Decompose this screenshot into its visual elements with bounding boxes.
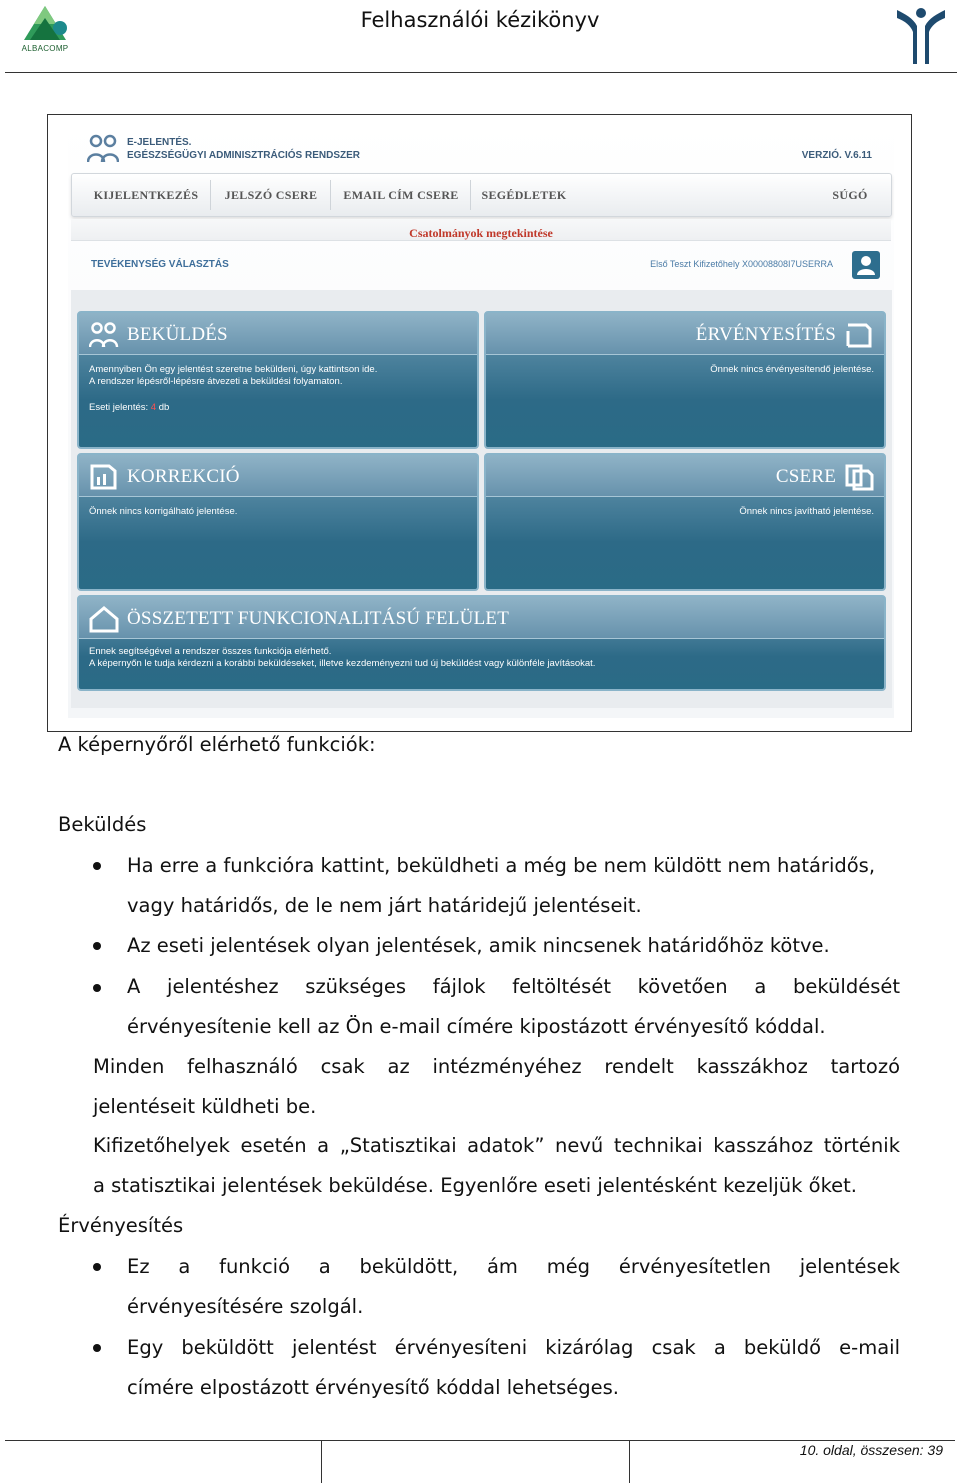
user-profile-icon[interactable] [852,251,880,279]
footer-rule [5,1440,955,1441]
bullet-text: A jelentéshez szükséges fájlok feltöltését követően a beküldését [127,975,900,998]
nav-guides[interactable]: SEGÉDLETEK [481,188,567,202]
tile-korrekcio[interactable] [77,453,479,591]
count-unit: db [158,402,170,413]
section-title-ervenyesites: Érvényesítés [58,1214,184,1237]
bullet-text: Egy beküldött jelentést érvényesíteni kizárólag csak a beküldő e-mail [127,1336,900,1359]
ad-hoc-report-count [89,402,169,415]
section-title-bekuldes: Beküldés [58,813,147,836]
bullet-text: Az eseti jelentések olyan jelentések, amik nincsenek határidőhöz kötve. [127,934,830,957]
tile-title: BEKÜLDÉS [127,324,228,345]
tile-text: Ennek segítségével a rendszer összes funkciója elérhető. [89,646,332,657]
document-title: Felhasználói kézikönyv [360,8,600,32]
tile-title: CSERE [775,466,836,487]
tile-text: Önnek nincs érvényesítendő jelentése. [710,364,874,375]
users-icon [89,321,119,349]
users-icon [87,134,119,164]
intro-text: A képernyőről elérhető funkciók: [58,733,376,756]
nav-logout[interactable]: KIJELENTKEZÉS [93,188,199,202]
bullet-dot [93,1263,101,1271]
tile-osszetett[interactable] [77,595,886,691]
home-icon [89,605,119,633]
paragraph-text: a statisztikai jelentések beküldése. Egyenlőre eseti jelentésként kezeljük őket. [93,1174,858,1197]
albacomp-logo-text: ALBACOMP [21,44,69,53]
bullet-text: Ha erre a funkcióra kattint, beküldheti a még be nem küldött nem határidős, [127,854,876,877]
tile-text: Önnek nincs korrigálható jelentése. [89,506,238,517]
tile-bekuldes[interactable] [77,311,479,449]
bullet-text: érvényesítésére szolgál. [127,1295,364,1318]
nav-password-change[interactable]: JELSZÓ CSERE [224,188,318,202]
validate-icon [844,321,874,349]
replace-icon [844,463,874,491]
tile-text: A képernyőn le tudja kérdezni a korábbi beküldéseket, illetve kezdeményezni tud új beküldést vagy különféle javításokat. [89,658,596,669]
activity-selection-label: TEVÉKENYSÉG VÁLASZTÁS [91,259,229,270]
page-number: 10. oldal, összesen: 39 [799,1442,943,1458]
oep-logo [895,4,947,68]
top-navbar [71,173,892,217]
paragraph-text: jelentéseit küldheti be. [93,1095,317,1118]
bullet-text: érvényesítenie kell az Ön e-mail címére kipostázott érvényesítő kóddal. [127,1015,826,1038]
tile-text: A rendszer lépésről-lépésre átvezeti a beküldési folyamaton. [89,376,343,387]
bullet-dot [93,1344,101,1352]
page-header [0,0,960,74]
bullet-text: vagy határidős, de le nem járt határidejű jelentéseit. [127,894,642,917]
tile-ervenyesites[interactable] [484,311,886,449]
correction-icon [89,463,119,491]
version-label: VERZIÓ. V.6.11 [801,150,872,161]
footer-divider [629,1440,630,1483]
footer-divider [321,1440,322,1483]
attachments-title: Csatolmányok megtekintése [409,226,553,240]
nav-email-change[interactable]: EMAIL CÍM CSERE [343,188,459,202]
bullet-text: címére elpostázott érvényesítő kóddal lehetséges. [127,1376,620,1399]
bullet-dot [93,942,101,950]
paragraph-text: Minden felhasználó csak az intézményéhez rendelt kasszákhoz tartozó [93,1055,900,1078]
brand-line-2: EGÉSZSÉGÜGYI ADMINISZTRÁCIÓS RENDSZER [127,150,360,161]
tile-title: ÖSSZETETT FUNKCIONALITÁSÚ FELÜLET [127,608,510,629]
tile-title: ÉRVÉNYESÍTÉS [695,324,836,345]
count-value: 4 [150,402,157,413]
nav-help[interactable]: SÚGÓ [832,188,868,202]
page-footer [0,1438,960,1483]
tile-csere[interactable] [484,453,886,591]
nav-separator [330,180,331,210]
brand-line-1: E-JELENTÉS. [127,137,192,148]
tile-text: Amennyiben Ön egy jelentést szeretne beküldeni, úgy kattintson ide. [89,364,378,375]
tile-title: KORREKCIÓ [127,466,240,487]
tiles-area [71,290,892,708]
tile-text: Önnek nincs javítható jelentése. [739,506,874,517]
nav-separator [210,180,211,210]
bullet-text: Ez a funkció a beküldött, ám még érvényesítetlen jelentések [127,1255,900,1278]
app-screenshot [68,120,894,718]
header-rule [5,72,957,73]
nav-separator [470,180,471,210]
bullet-dot [93,984,101,992]
screenshot-frame [47,114,912,732]
count-label: Eseti jelentés: [89,402,149,413]
bullet-dot [93,862,101,870]
current-user-label: Első Teszt Kifizetőhely X00008808I7USERRA [650,259,833,269]
paragraph-text: Kifizetőhelyek esetén a „Statisztikai adatok” nevű technikai kasszához történik [93,1134,900,1157]
